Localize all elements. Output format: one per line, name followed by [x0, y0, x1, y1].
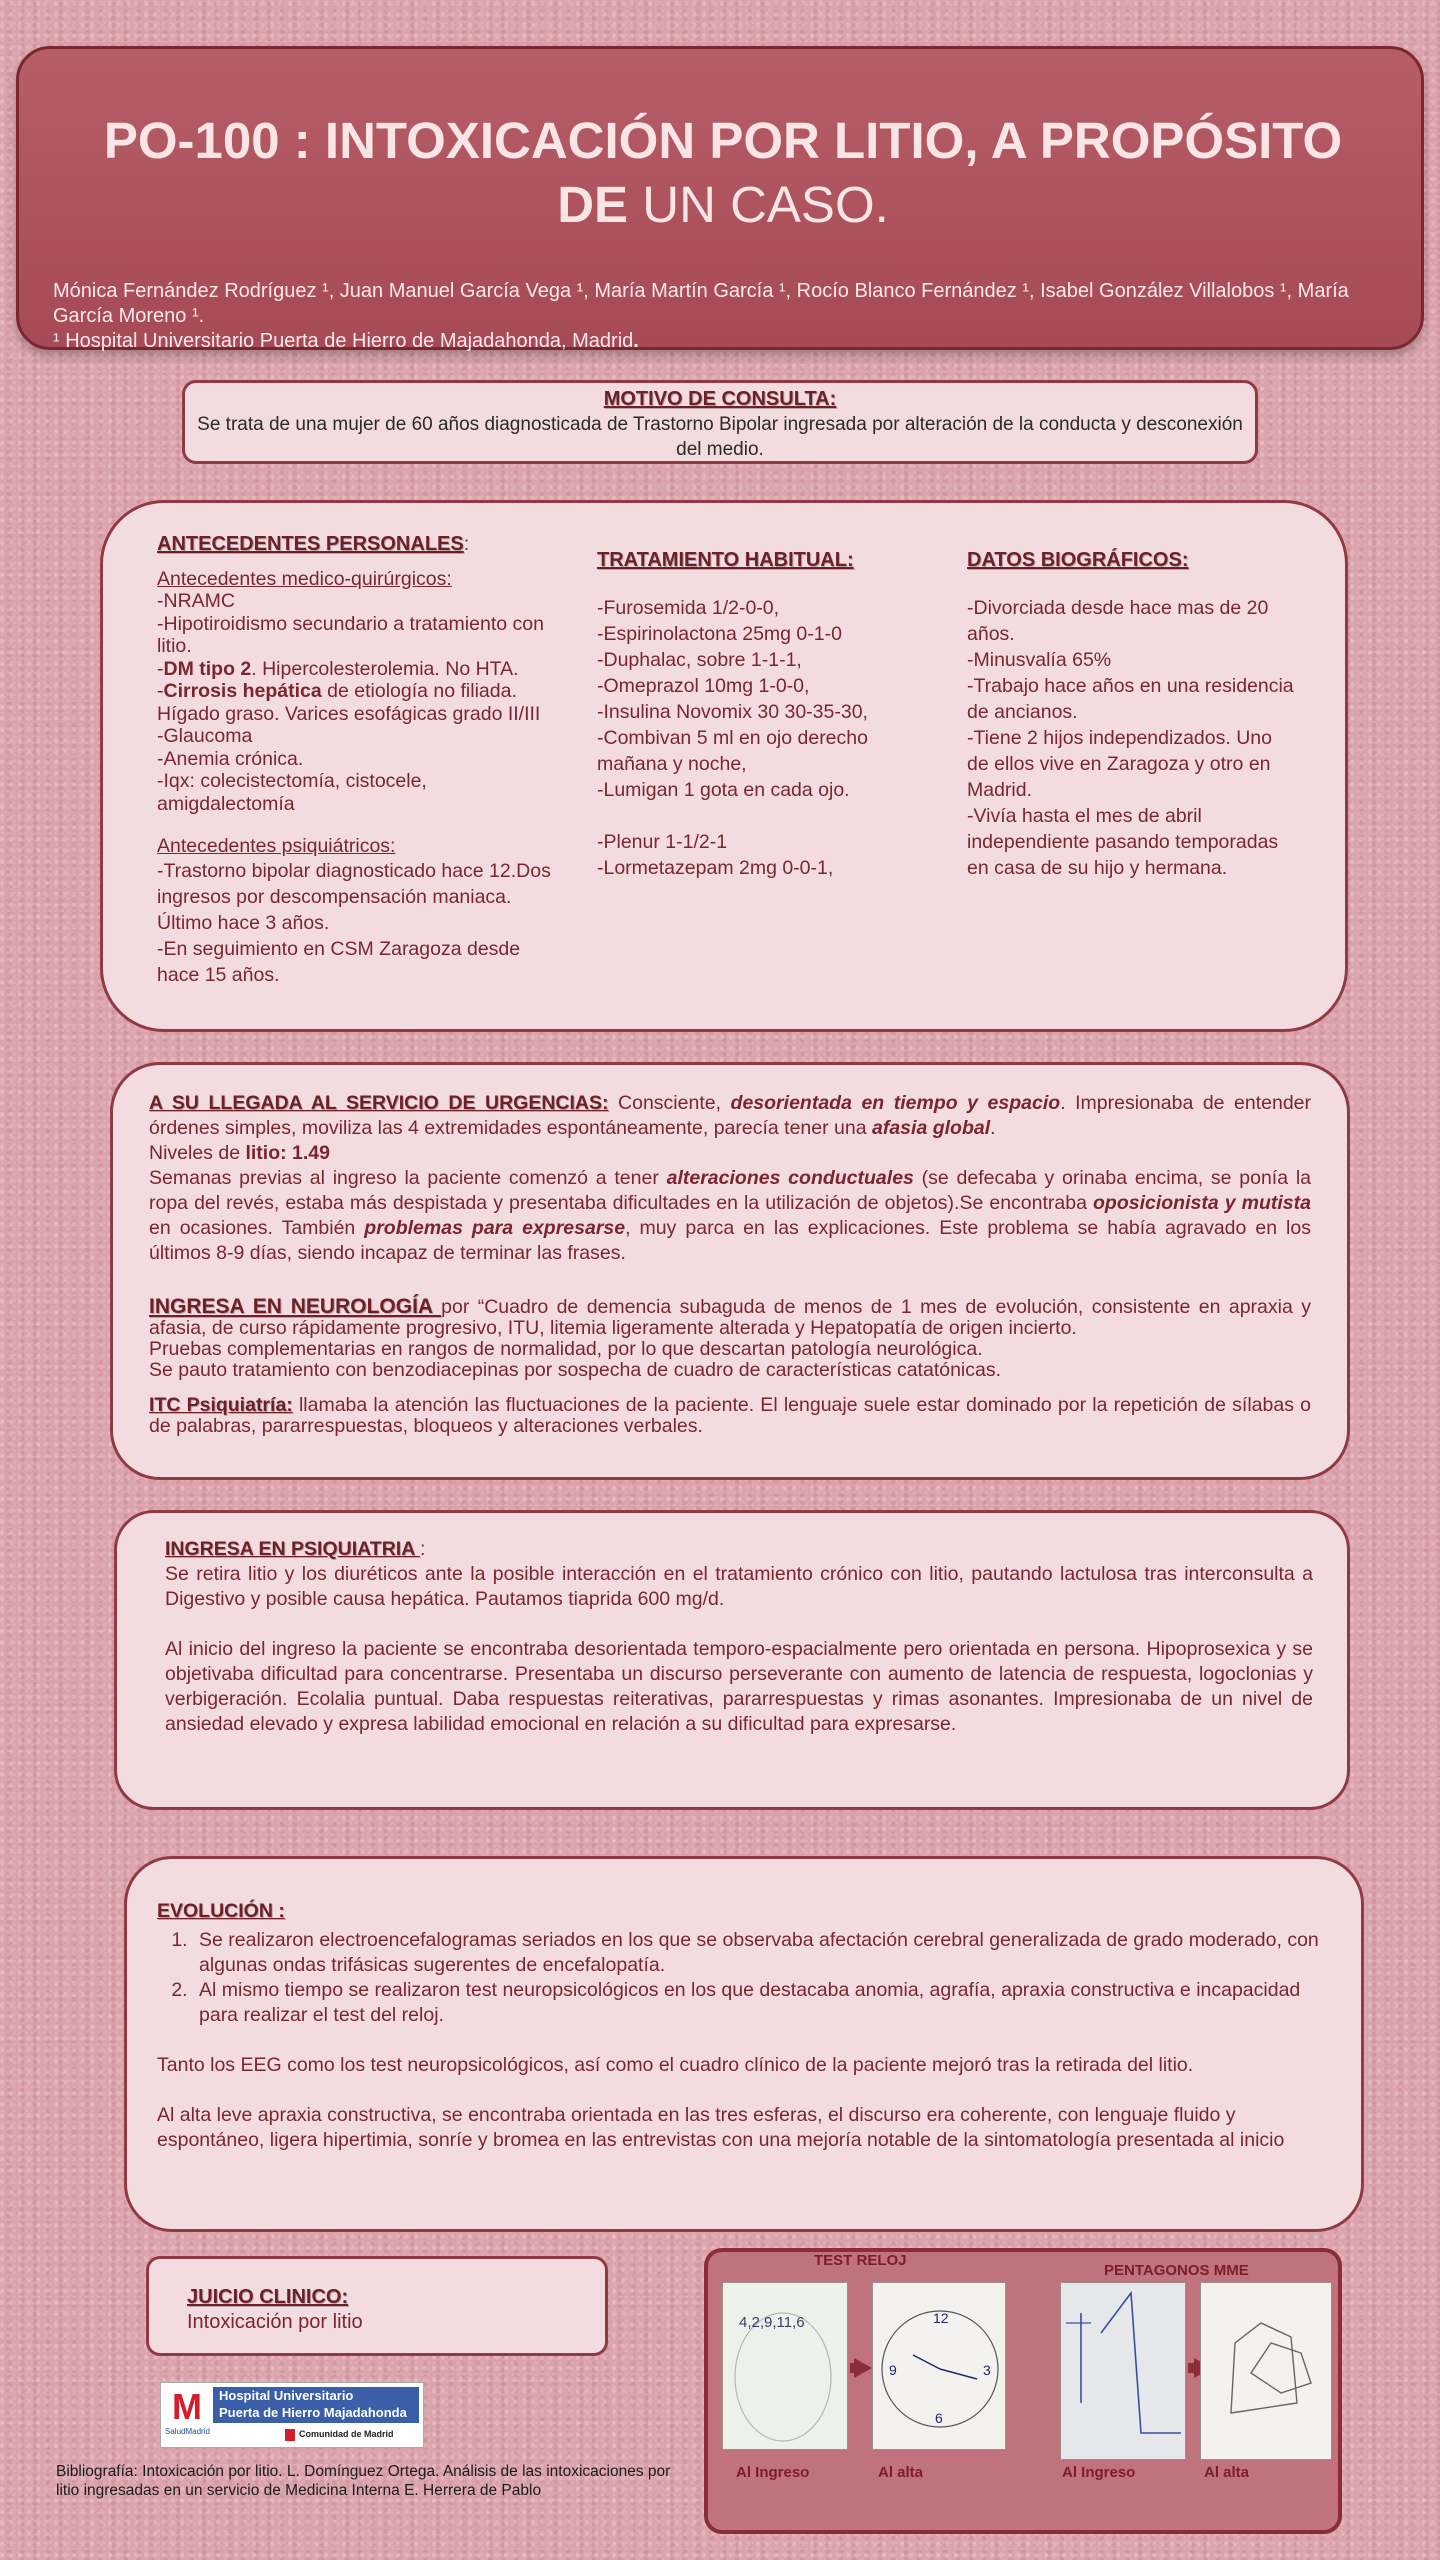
clock-drawing-alta: [872, 2282, 1006, 2450]
pentagons-drawing-alta: [1200, 2282, 1332, 2460]
title-line-1: PO-100 : INTOXICACIÓN POR LITIO, A PROPÓSITO: [103, 112, 1343, 169]
tratamiento-item: -Insulina Novomix 30 30-35-30,: [597, 701, 868, 723]
salud-madrid-logo: M SaludMadrid: [165, 2387, 209, 2443]
biograficos-heading: DATOS BIOGRÁFICOS:: [967, 549, 1189, 571]
psiquiatrico-item: -Trastorno bipolar diagnosticado hace 12.Dos ingresos por descompensación maniaca. Último hace 3 años.: [157, 859, 551, 934]
litio-level: Niveles de litio: 1.49: [149, 1142, 330, 1164]
biografico-item: -Vivía hasta el mes de abril independiente pasando temporadas en casa de su hijo y hermana.: [967, 805, 1279, 879]
pentagons-drawing-ingreso: [1060, 2282, 1186, 2460]
evolucion-list: [193, 1928, 1327, 2028]
motivo-consulta-box: [182, 380, 1258, 464]
evolucion-item: 1. Se realizaron electroencefalogramas seriados en los que se observaba afectación cerebral generalizada de grado moderado, con algunas ondas trifásicas sugerentes de encefalopatía.: [193, 1928, 1327, 1978]
tratamiento-item: -Combivan 5 ml en ojo derecho mañana y noche,: [597, 727, 868, 775]
juicio-heading: JUICIO CLINICO:: [187, 2286, 349, 2308]
biografico-item: -Trabajo hace años en una residencia de ancianos.: [967, 675, 1294, 723]
affiliation-end: .: [633, 330, 639, 352]
authors: Mónica Fernández Rodríguez ¹, Juan Manuel García Vega ¹, María Martín García ¹, Rocío Blanco Fernández ¹, Isabel González Villalobos ¹, María García Moreno ¹.: [53, 280, 1349, 327]
psiquiatria-paragraph: Al inicio del ingreso la paciente se encontraba desorientada temporo-espacialmente pero orientada en persona. Hipoprosexica y se objetivaba dificultad para concentrarse. Presentaba un discurso perseverante con aumento de latencia de respuesta, logoclonias y verbigeración. Ecolalia puntual. Daba respuestas reiterativas, pararrespuestas y rimas asonantes. Impresionaba de un nivel de ansiedad elevado y expresa labilidad emocional en relación a su dificultad para expresarse.: [165, 1638, 1313, 1735]
logo-line-2: Puerta de Hierro Majadahonda: [219, 2405, 407, 2420]
antecedentes-column: [157, 533, 553, 988]
medico-item: -Hipotiroidismo secundario a tratamiento con litio.: [157, 612, 544, 657]
title-line-2-rest: UN CASO.: [628, 176, 889, 233]
tratamiento-column: [597, 547, 907, 881]
bibliografia: Bibliografía: Intoxicación por litio. L. Domínguez Ortega. Análisis de las intoxicaciones por litio ingresadas en un servicio de Medicina Interna E. Herrera de Pablo: [56, 2463, 671, 2499]
medico-item: -Anemia crónica.: [157, 747, 304, 770]
psiquiatria-box: [114, 1510, 1350, 1810]
biografico-item: -Minusvalía 65%: [967, 649, 1112, 671]
tratamiento-list: [597, 595, 907, 881]
al-ingreso-label-clock: Al Ingreso: [736, 2464, 810, 2481]
psiquiatria-paragraph: Se retira litio y los diuréticos ante la posible interacción en el tratamiento crónico con litio, pautando lactulosa tras interconsulta a Digestivo y posible causa hepática. Pautamos tiaprida 600 mg/d.: [165, 1563, 1313, 1610]
evolucion-paragraph: Tanto los EEG como los test neuropsicológicos, así como el cuadro clínico de la paciente mejoró tras la retirada del litio.: [157, 2054, 1194, 2076]
clock-drawing-ingreso: [722, 2282, 848, 2450]
al-alta-label-clock: Al alta: [878, 2464, 924, 2481]
medico-quirurgicos-heading: Antecedentes medico-quirúrgicos:: [157, 567, 452, 590]
psiquiatria-heading: INGRESA EN PSIQUIATRIA: [165, 1538, 420, 1560]
author-block: [53, 279, 1413, 354]
neurologia-heading: INGRESA EN NEUROLOGÍA: [149, 1295, 442, 1318]
evolucion-item: 2. Al mismo tiempo se realizaron test neuropsicológicos en los que destacaba anomia, agrafía, apraxia constructiva e incapacidad para realizar el test del reloj.: [193, 1978, 1327, 2028]
antecedentes-box: [100, 500, 1348, 1032]
biografico-item: -Tiene 2 hijos independizados. Uno de ellos vive en Zaragoza y otro en Madrid.: [967, 727, 1272, 801]
antecedentes-heading: ANTECEDENTES PERSONALES: [157, 533, 464, 555]
tratamiento-item: -Lormetazepam 2mg 0-0-1,: [597, 857, 834, 879]
medico-item: -Cirrosis hepática de etiología no filiada. Hígado graso. Varices esofágicas grado II/III: [157, 680, 541, 725]
logo-line-1: Hospital Universitario: [219, 2388, 354, 2403]
medico-item: -Glaucoma: [157, 725, 253, 747]
pentagonos-label: PENTAGONOS MME: [1104, 2262, 1249, 2279]
tratamiento-item: -Furosemida 1/2-0-0,: [597, 597, 780, 619]
evolucion-heading: EVOLUCIÓN :: [157, 1900, 285, 1922]
biograficos-column: [967, 547, 1297, 881]
title-banner: [16, 46, 1424, 350]
svg-text:6: 6: [935, 2410, 943, 2426]
svg-text:12: 12: [933, 2310, 949, 2326]
evolucion-paragraph: Al alta leve apraxia constructiva, se encontraba orientada en las tres esferas, el discurso era coherente, con lenguaje fluido y espontáneo, ligera hipertimia, sonríe y bromea en las entrevistas con una mejoría notable de la sintomatología presentada al inicio: [157, 2104, 1285, 2151]
test-reloj-label: TEST RELOJ: [814, 2252, 907, 2269]
motivo-text: Se trata de una mujer de 60 años diagnosticada de Trastorno Bipolar ingresada por alteración de la conducta y desconexión del medio.: [197, 414, 1243, 460]
clock-scribble: 4,2,9,11,6: [739, 2314, 805, 2331]
biografico-item: -Divorciada desde hace mas de 20 años.: [967, 597, 1269, 645]
tratamiento-item: -Duphalac, sobre 1-1-1,: [597, 649, 802, 671]
tratamiento-item: -Omeprazol 10mg 1-0-0,: [597, 675, 810, 697]
urgencias-heading: A SU LLEGADA AL SERVICIO DE URGENCIAS:: [149, 1092, 609, 1114]
neurologia-text: por “Cuadro de demencia subaguda de menos de 1 mes de evolución, consistente en apraxia y afasia, de curso rápidamente progresivo, ITU, litemia ligeramente alterada y Hepatopatía de origen incierto.: [149, 1296, 1311, 1339]
neurologia-text: Pruebas complementarias en rangos de normalidad, por lo que descartan patología neurológica.: [149, 1338, 983, 1360]
comunidad-madrid-text: Comunidad de Madrid: [299, 2429, 394, 2439]
psiquiatria-heading-colon: :: [419, 1538, 426, 1560]
medico-item: -Iqx: colecistectomía, cistocele, amigdalectomía: [157, 770, 427, 815]
juicio-text: Intoxicación por litio: [187, 2311, 363, 2333]
tratamiento-item: -Lumigan 1 gota en cada ojo.: [597, 779, 850, 801]
motivo-heading: MOTIVO DE CONSULTA:: [603, 388, 837, 410]
psiquiatricos-heading: Antecedentes psiquiátricos:: [157, 835, 396, 857]
tratamiento-heading: TRATAMIENTO HABITUAL:: [597, 549, 854, 571]
antecedentes-heading-colon: :: [463, 533, 470, 555]
title-line-2-bold: DE: [557, 176, 629, 233]
itc-heading: ITC Psiquiatría:: [149, 1394, 293, 1416]
medico-item: -DM tipo 2. Hipercolesterolemia. No HTA.: [157, 657, 519, 680]
psiquiatrico-item: -En seguimiento en CSM Zaragoza desde hace 15 años.: [157, 937, 521, 986]
svg-text:9: 9: [889, 2362, 897, 2378]
itc-section: [149, 1395, 1311, 1437]
juicio-clinico-box: [146, 2256, 608, 2356]
hospital-logo: [160, 2382, 424, 2448]
tratamiento-item: -Espirinolactona 25mg 0-1-0: [597, 623, 842, 645]
urgencias-paragraph: A SU LLEGADA AL SERVICIO DE URGENCIAS: Consciente, desorientada en tiempo y espacio. Impresionaba de entender órdenes simples, moviliza las 4 extremidades espontáneamente, parecía tener una afasia global.: [149, 1092, 1312, 1139]
urgencias-box: [110, 1062, 1350, 1480]
salud-madrid-text: SaludMadrid: [165, 2427, 210, 2436]
neurologia-section: [149, 1296, 1311, 1381]
neurologia-text: Se pauto tratamiento con benzodiacepinas por sospecha de cuadro de características catatónicas.: [149, 1359, 1002, 1381]
al-ingreso-label-pentagons: Al Ingreso: [1062, 2464, 1136, 2481]
tratamiento-item: -Plenur 1-1/2-1: [597, 831, 728, 853]
al-alta-label-pentagons: Al alta: [1204, 2464, 1250, 2481]
poster-title: [19, 109, 1427, 237]
affiliation: ¹ Hospital Universitario Puerta de Hierro de Majadahonda, Madrid: [53, 330, 634, 352]
svg-text:3: 3: [983, 2362, 991, 2378]
evolucion-box: [124, 1856, 1364, 2232]
medico-item: -NRAMC: [157, 590, 235, 612]
itc-text: llamaba la atención las fluctuaciones de la paciente. El lenguaje suele estar dominado por la repetición de sílabas o de palabras, pararrespuestas, bloqueos y alteraciones verbales.: [149, 1394, 1311, 1437]
tests-panel: [704, 2248, 1342, 2534]
semanas-previas-paragraph: Semanas previas al ingreso la paciente comenzó a tener alteraciones conductuales (se defecaba y orinaba encima, se ponía la ropa del revés, estaba más despistada y presentaba dificultades en la utilización de objetos).Se encontraba oposicionista y mutista en ocasiones. También problemas para expresarse, muy parca en las explicaciones. Este problema se había agravado en los últimos 8-9 días, siendo incapaz de terminar las frases.: [149, 1167, 1312, 1264]
